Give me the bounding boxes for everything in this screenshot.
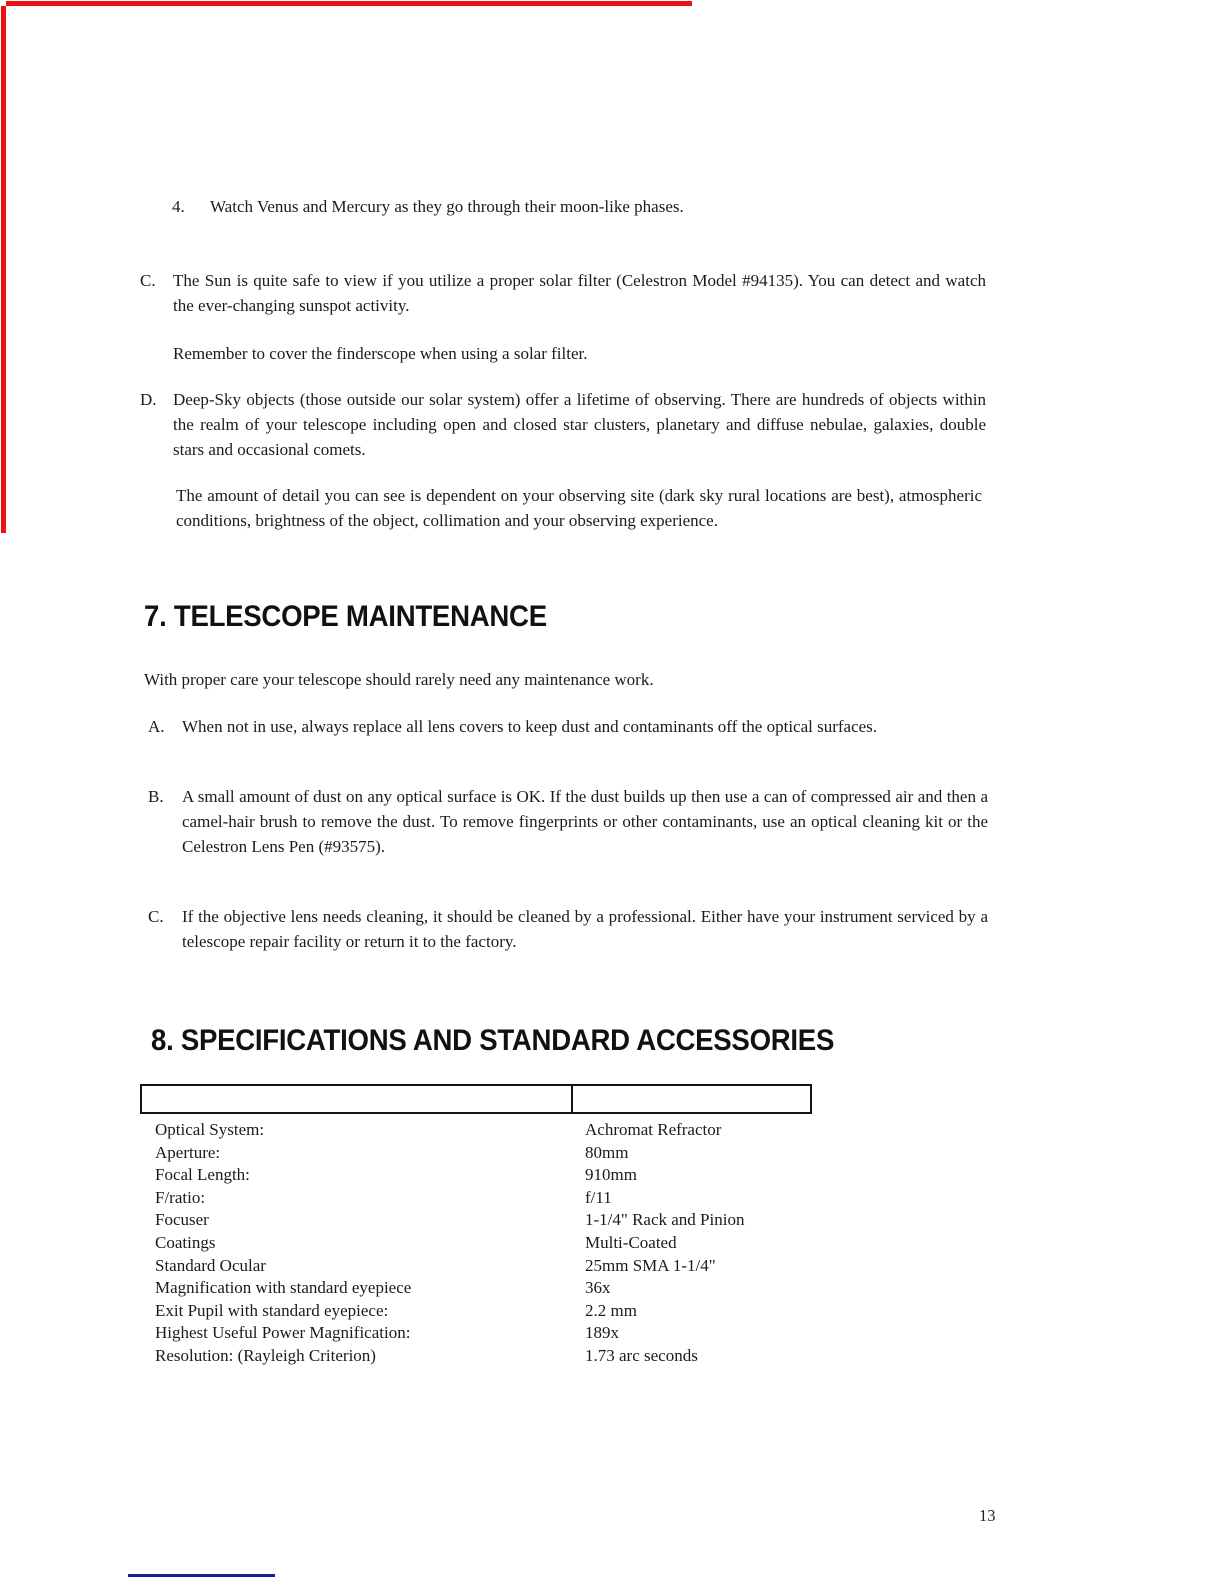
spec-value: 1.73 arc seconds (585, 1345, 698, 1365)
spec-label: Focal Length: (155, 1165, 250, 1185)
spec-value: 1-1/4" Rack and Pinion (585, 1210, 745, 1230)
table-row (140, 1119, 840, 1142)
table-row (140, 1322, 840, 1345)
table-row (140, 1209, 840, 1232)
maintenance-item-c-label: C. (148, 907, 164, 926)
spec-label: Magnification with standard eyepiece (155, 1278, 412, 1298)
spec-label: Standard Ocular (155, 1255, 266, 1275)
spec-value: 36x (585, 1278, 611, 1298)
maintenance-heading-wrap (144, 600, 582, 634)
spec-label: Highest Useful Power Magnification: (155, 1323, 411, 1343)
maintenance-item-a-label: A. (148, 717, 165, 736)
spec-value: f/11 (585, 1187, 612, 1207)
table-row (140, 1142, 840, 1165)
list-item-d-text: Deep-Sky objects (those outside our solar system) offer a lifetime of observing. There are hundreds of objects within the realm of your telescope including open and closed star clusters, planetary and diffuse nebulae, galaxies, double stars and occasional comets. (173, 390, 986, 459)
section-heading-telescope-maintenance: 7. TELESCOPE MAINTENANCE (144, 600, 547, 633)
table-row (140, 1187, 840, 1210)
maintenance-item-a-text: When not in use, always replace all lens covers to keep dust and contaminants off the optical surfaces. (182, 717, 878, 736)
list-item-c-text: The Sun is quite safe to view if you utilize a proper solar filter (Celestron Model #94135). You can detect and watch the ever-changing sunspot activity. (173, 271, 986, 315)
spec-table-header-box (140, 1084, 812, 1114)
spec-value: 189x (585, 1323, 619, 1343)
table-row (140, 1255, 840, 1278)
solar-filter-note: Remember to cover the finderscope when using a solar filter. (173, 344, 588, 363)
spec-table-header-divider (571, 1086, 573, 1112)
table-row (140, 1300, 840, 1323)
spec-value: 2.2 mm (585, 1300, 637, 1320)
spec-value: Multi-Coated (585, 1232, 677, 1252)
spec-value: 80mm (585, 1142, 629, 1162)
scan-artifact-red-top-line (6, 1, 692, 6)
table-row (140, 1164, 840, 1187)
spec-label: F/ratio: (155, 1187, 206, 1207)
detail-note-paragraph: The amount of detail you can see is dependent on your observing site (dark sky rural locations are best), atmospheric conditions, brightness of the object, collimation and your observing experience. (176, 486, 982, 530)
list-item-4-text: Watch Venus and Mercury as they go through their moon-like phases. (210, 197, 684, 216)
spec-label: Resolution: (Rayleigh Criterion) (155, 1345, 376, 1365)
spec-value: Achromat Refractor (585, 1120, 722, 1139)
table-row (140, 1277, 840, 1300)
list-item-c-label: C. (140, 271, 156, 290)
maintenance-item-b-text: A small amount of dust on any optical surface is OK. If the dust builds up then use a can of compressed air and then a camel-hair brush to remove the dust. To remove fingerprints or other contaminants, use an optical cleaning kit or the Celestron Lens Pen (#93575). (182, 787, 988, 856)
spec-label: Optical System: (155, 1120, 265, 1139)
spec-label: Focuser (155, 1210, 209, 1230)
maintenance-item-c-text: If the objective lens needs cleaning, it should be cleaned by a professional. Either have your instrument serviced by a telescope repair facility or return it to the factory. (182, 907, 988, 951)
specifications-heading-wrap (151, 1024, 893, 1058)
table-row (140, 1345, 840, 1368)
maintenance-item-b-label: B. (148, 787, 164, 806)
spec-label: Coatings (155, 1232, 216, 1252)
spec-table (140, 1119, 840, 1368)
page-number: 13 (979, 1506, 996, 1525)
list-item-4-label: 4. (172, 197, 185, 216)
scan-artifact-red-left-line (1, 6, 6, 533)
spec-value: 910mm (585, 1165, 637, 1185)
spec-label: Exit Pupil with standard eyepiece: (155, 1300, 389, 1320)
footer-blue-line (128, 1574, 275, 1577)
spec-value: 25mm SMA 1-1/4" (585, 1255, 716, 1275)
table-row (140, 1232, 840, 1255)
section-heading-specifications: 8. SPECIFICATIONS AND STANDARD ACCESSORIES (151, 1024, 835, 1057)
list-item-d-label: D. (140, 390, 157, 409)
maintenance-intro: With proper care your telescope should rarely need any maintenance work. (144, 670, 654, 689)
spec-label: Aperture: (155, 1142, 221, 1162)
